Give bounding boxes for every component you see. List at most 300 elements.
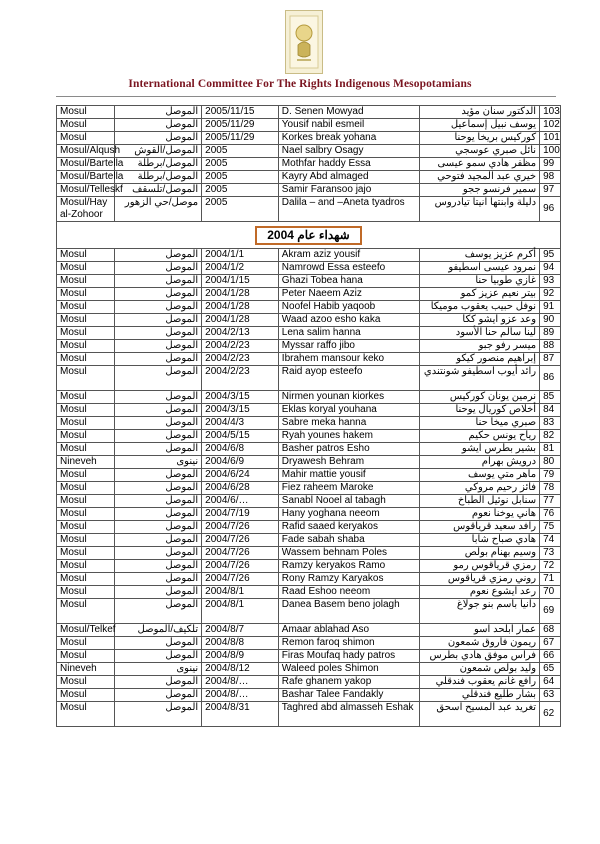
- cell-name-en: Rafe ghanem yakop: [278, 676, 420, 689]
- cell-name-ar: دليلة وابنتها انيتا تيادروس: [420, 197, 540, 222]
- cell-number: 76: [540, 508, 561, 521]
- cell-name-ar: كوركيس بريخا يوحنا: [420, 132, 540, 145]
- cell-name-en: Ryah younes hakem: [278, 430, 420, 443]
- cell-city-ar: الموصل: [115, 469, 202, 482]
- cell-number: 64: [540, 676, 561, 689]
- cell-name-en: Basher patros Esho: [278, 443, 420, 456]
- cell-city-en: Mosul: [57, 534, 115, 547]
- cell-date: 2005: [202, 197, 279, 222]
- cell-number: 82: [540, 430, 561, 443]
- cell-name-en: Rafid saaed keryakos: [278, 521, 420, 534]
- table-row: [57, 353, 561, 366]
- cell-number: 101: [540, 132, 561, 145]
- cell-date: 2005/11/29: [202, 132, 279, 145]
- cell-number: 72: [540, 560, 561, 573]
- table-row: [57, 132, 561, 145]
- cell-date: 2004/1/15: [202, 275, 279, 288]
- cell-city-en: Mosul/Hay al-Zohoor: [57, 197, 115, 222]
- cell-city-en: Mosul: [57, 106, 115, 119]
- cell-city-en: Mosul: [57, 650, 115, 663]
- cell-city-ar: الموصل: [115, 637, 202, 650]
- cell-name-en: Bashar Talee Fandakly: [278, 689, 420, 702]
- table-row: [57, 430, 561, 443]
- cell-number: 100: [540, 145, 561, 158]
- cell-name-ar: نرمين يونان كوركيس: [420, 391, 540, 404]
- cell-city-en: Mosul: [57, 508, 115, 521]
- cell-date: 2004/8/…: [202, 676, 279, 689]
- cell-number: 65: [540, 663, 561, 676]
- cell-name-ar: رائد أيوب اسطيفو شونتندي: [420, 366, 540, 391]
- cell-date: 2004/7/26: [202, 560, 279, 573]
- cell-number: 79: [540, 469, 561, 482]
- cell-city-en: Mosul: [57, 547, 115, 560]
- cell-city-en: Mosul: [57, 340, 115, 353]
- cell-city-ar: الموصل: [115, 314, 202, 327]
- cell-number: 67: [540, 637, 561, 650]
- cell-city-en: Mosul: [57, 573, 115, 586]
- cell-date: 2004/1/28: [202, 288, 279, 301]
- cell-date: 2004/7/26: [202, 534, 279, 547]
- table-row: [57, 599, 561, 624]
- cell-city-en: Mosul/Telkef: [57, 624, 115, 637]
- cell-date: 2005/11/15: [202, 106, 279, 119]
- cell-city-en: Nineveh: [57, 456, 115, 469]
- cell-name-ar: إبراهيم منصور كيكو: [420, 353, 540, 366]
- cell-name-ar: وليد بولص شمعون: [420, 663, 540, 676]
- table-row: [57, 145, 561, 158]
- cell-city-en: Mosul: [57, 288, 115, 301]
- table-row: [57, 495, 561, 508]
- cell-date: 2004/6/24: [202, 469, 279, 482]
- table-row: [57, 171, 561, 184]
- table-row: [57, 547, 561, 560]
- cell-city-ar: الموصل: [115, 262, 202, 275]
- cell-number: 95: [540, 249, 561, 262]
- cell-name-ar: بشير بطرس ايشو: [420, 443, 540, 456]
- cell-name-ar: فراس موفق هادي بطرس: [420, 650, 540, 663]
- cell-city-ar: الموصل/القوش: [115, 145, 202, 158]
- cell-number: 103: [540, 106, 561, 119]
- cell-city-en: Mosul: [57, 599, 115, 624]
- cell-name-ar: تغريد عبد المسيح اسحق: [420, 702, 540, 727]
- cell-city-ar: الموصل: [115, 430, 202, 443]
- cell-city-en: Mosul: [57, 689, 115, 702]
- cell-name-ar: رمزي قرياقوس رمو: [420, 560, 540, 573]
- cell-date: 2004/2/23: [202, 366, 279, 391]
- cell-number: 83: [540, 417, 561, 430]
- cell-city-en: Mosul: [57, 301, 115, 314]
- table-row: [57, 314, 561, 327]
- cell-date: 2004/4/3: [202, 417, 279, 430]
- cell-name-en: Nael salbry Osagy: [278, 145, 420, 158]
- cell-date: 2004/8/9: [202, 650, 279, 663]
- cell-number: 63: [540, 689, 561, 702]
- cell-name-en: Raid ayop esteefo: [278, 366, 420, 391]
- martyrs-table: [56, 105, 561, 727]
- cell-date: 2005: [202, 145, 279, 158]
- table-row: [57, 443, 561, 456]
- cell-name-ar: فائز رحيم مروكي: [420, 482, 540, 495]
- cell-name-en: Sabre meka hanna: [278, 417, 420, 430]
- cell-city-en: Mosul: [57, 469, 115, 482]
- cell-name-en: Firas Moufaq hady patros: [278, 650, 420, 663]
- table-row: [57, 301, 561, 314]
- cell-city-ar: الموصل: [115, 119, 202, 132]
- cell-city-ar: الموصل: [115, 249, 202, 262]
- cell-name-ar: وعد عزو ايشو ككا: [420, 314, 540, 327]
- cell-city-ar: الموصل: [115, 391, 202, 404]
- cell-number: 73: [540, 547, 561, 560]
- cell-city-en: Mosul: [57, 353, 115, 366]
- cell-city-en: Mosul: [57, 495, 115, 508]
- cell-name-ar: الدكتور سنان مؤيد: [420, 106, 540, 119]
- cell-name-en: Rony Ramzy Karyakos: [278, 573, 420, 586]
- table-body-2005: [57, 106, 561, 222]
- table-row: [57, 249, 561, 262]
- cell-date: 2004/7/26: [202, 521, 279, 534]
- cell-city-ar: موصل/حي الزهور: [115, 197, 202, 222]
- cell-name-en: D. Senen Mowyad: [278, 106, 420, 119]
- cell-city-en: Mosul: [57, 262, 115, 275]
- cell-name-ar: هادي صباح شابا: [420, 534, 540, 547]
- cell-date: 2004/7/19: [202, 508, 279, 521]
- cell-name-ar: بشار طليع فندقلي: [420, 689, 540, 702]
- cell-date: 2004/6/9: [202, 456, 279, 469]
- cell-city-ar: الموصل: [115, 534, 202, 547]
- table-section-2004: [57, 222, 561, 249]
- cell-city-en: Mosul: [57, 391, 115, 404]
- cell-city-ar: الموصل: [115, 495, 202, 508]
- cell-name-ar: وسيم بهنام بولص: [420, 547, 540, 560]
- cell-date: 2004/7/26: [202, 547, 279, 560]
- cell-date: 2004/6/…: [202, 495, 279, 508]
- cell-city-ar: الموصل: [115, 288, 202, 301]
- cell-name-ar: هاني يوخنا نعوم: [420, 508, 540, 521]
- cell-number: 70: [540, 586, 561, 599]
- cell-city-ar: الموصل: [115, 275, 202, 288]
- cell-number: 78: [540, 482, 561, 495]
- cell-date: 2005: [202, 158, 279, 171]
- cell-name-en: Akram aziz yousif: [278, 249, 420, 262]
- table-row: [57, 106, 561, 119]
- cell-name-ar: سنابل نوئيل الطباخ: [420, 495, 540, 508]
- cell-city-en: Mosul: [57, 443, 115, 456]
- cell-number: 69: [540, 599, 561, 624]
- committee-logo: [285, 10, 323, 74]
- cell-city-ar: الموصل: [115, 366, 202, 391]
- table-row: [57, 534, 561, 547]
- table-row: [57, 340, 561, 353]
- cell-name-ar: ماهر متي يوسف: [420, 469, 540, 482]
- cell-name-ar: ميسر رفو جبو: [420, 340, 540, 353]
- cell-name-en: Hany yoghana neeom: [278, 508, 420, 521]
- table-row: [57, 586, 561, 599]
- table-row: [57, 158, 561, 171]
- cell-city-en: Nineveh: [57, 663, 115, 676]
- cell-number: 99: [540, 158, 561, 171]
- cell-city-ar: نينوى: [115, 663, 202, 676]
- cell-number: 81: [540, 443, 561, 456]
- cell-city-ar: الموصل/برطلة: [115, 158, 202, 171]
- table-row: [57, 197, 561, 222]
- cell-date: 2004/8/8: [202, 637, 279, 650]
- table-row: [57, 262, 561, 275]
- cell-date: 2004/3/15: [202, 391, 279, 404]
- table-row: [57, 624, 561, 637]
- cell-name-en: Yousif nabil esmeil: [278, 119, 420, 132]
- cell-city-en: Mosul/Bartella: [57, 171, 115, 184]
- table-row: [57, 663, 561, 676]
- cell-name-en: Fiez raheem Maroke: [278, 482, 420, 495]
- cell-date: 2004/7/26: [202, 573, 279, 586]
- section-heading-row: [57, 222, 561, 249]
- cell-city-ar: الموصل: [115, 443, 202, 456]
- cell-date: 2004/3/15: [202, 404, 279, 417]
- table-row: [57, 469, 561, 482]
- cell-name-ar: لينا سالم حنا الأسود: [420, 327, 540, 340]
- cell-name-ar: أكرم عزيز يوسف: [420, 249, 540, 262]
- cell-city-ar: الموصل/تلسقف: [115, 184, 202, 197]
- table-row: [57, 637, 561, 650]
- cell-name-ar: رياح يونس حكيم: [420, 430, 540, 443]
- cell-number: 68: [540, 624, 561, 637]
- cell-city-ar: الموصل: [115, 327, 202, 340]
- cell-city-en: Mosul: [57, 327, 115, 340]
- cell-name-ar: غازي طوبيا حنا: [420, 275, 540, 288]
- cell-number: 77: [540, 495, 561, 508]
- cell-city-ar: الموصل: [115, 417, 202, 430]
- cell-name-ar: يوسف نبيل إسماعيل: [420, 119, 540, 132]
- cell-city-ar: الموصل: [115, 106, 202, 119]
- cell-city-en: Mosul: [57, 560, 115, 573]
- table-row: [57, 482, 561, 495]
- cell-city-ar: الموصل/برطلة: [115, 171, 202, 184]
- cell-date: 2004/8/7: [202, 624, 279, 637]
- cell-name-ar: رافع غانم يعقوب فندقلي: [420, 676, 540, 689]
- cell-number: 86: [540, 366, 561, 391]
- cell-name-en: Korkes break yohana: [278, 132, 420, 145]
- cell-name-ar: صبري ميخا حنا: [420, 417, 540, 430]
- logo-emblem-icon: [289, 15, 319, 69]
- cell-date: 2004/8/31: [202, 702, 279, 727]
- cell-number: 94: [540, 262, 561, 275]
- cell-city-ar: الموصل: [115, 521, 202, 534]
- cell-number: 62: [540, 702, 561, 727]
- cell-number: 96: [540, 197, 561, 222]
- cell-name-en: Fade sabah shaba: [278, 534, 420, 547]
- cell-name-en: Ghazi Tobea hana: [278, 275, 420, 288]
- table-row: [57, 184, 561, 197]
- table-row: [57, 275, 561, 288]
- cell-number: 91: [540, 301, 561, 314]
- table-row: [57, 119, 561, 132]
- cell-city-en: Mosul/Telleskf: [57, 184, 115, 197]
- cell-date: 2004/6/8: [202, 443, 279, 456]
- cell-date: 2004/2/13: [202, 327, 279, 340]
- cell-name-en: Nirmen younan kiorkes: [278, 391, 420, 404]
- cell-city-en: Mosul: [57, 676, 115, 689]
- cell-name-en: Mothfar haddy Essa: [278, 158, 420, 171]
- cell-number: 66: [540, 650, 561, 663]
- table-row: [57, 288, 561, 301]
- table-row: [57, 456, 561, 469]
- table-row: [57, 366, 561, 391]
- cell-city-en: Mosul: [57, 417, 115, 430]
- cell-city-en: Mosul: [57, 702, 115, 727]
- cell-city-en: Mosul: [57, 366, 115, 391]
- cell-date: 2004/1/2: [202, 262, 279, 275]
- cell-city-ar: الموصل: [115, 301, 202, 314]
- cell-date: 2005: [202, 171, 279, 184]
- organization-title: International Committee For The Rights Indigenous Mesopotamians: [128, 78, 472, 90]
- cell-city-ar: الموصل: [115, 560, 202, 573]
- cell-name-ar: سمير فرنسو ججو: [420, 184, 540, 197]
- cell-name-ar: روني رمزي قرياقوس: [420, 573, 540, 586]
- cell-name-en: Waleed poles Shimon: [278, 663, 420, 676]
- table-row: [57, 676, 561, 689]
- cell-city-ar: الموصل: [115, 482, 202, 495]
- cell-city-en: Mosul: [57, 482, 115, 495]
- cell-city-en: Mosul: [57, 119, 115, 132]
- table-row: [57, 689, 561, 702]
- table-body-2004: [57, 249, 561, 727]
- cell-city-ar: تلكيف/الموصل: [115, 624, 202, 637]
- cell-city-ar: الموصل: [115, 573, 202, 586]
- cell-name-en: Taghred abd almasseh Eshak: [278, 702, 420, 727]
- cell-date: 2004/8/12: [202, 663, 279, 676]
- cell-name-en: Mahir mattie yousif: [278, 469, 420, 482]
- table-row: [57, 560, 561, 573]
- cell-city-en: Mosul: [57, 637, 115, 650]
- cell-city-ar: الموصل: [115, 404, 202, 417]
- cell-date: 2004/8/…: [202, 689, 279, 702]
- cell-name-ar: نائل صبري عوسجي: [420, 145, 540, 158]
- cell-city-ar: الموصل: [115, 353, 202, 366]
- cell-name-ar: بيتر نعيم عزيز كمو: [420, 288, 540, 301]
- cell-number: 74: [540, 534, 561, 547]
- cell-name-en: Noofel Habib yaqoob: [278, 301, 420, 314]
- table-row: [57, 417, 561, 430]
- cell-city-ar: الموصل: [115, 650, 202, 663]
- cell-number: 88: [540, 340, 561, 353]
- cell-name-en: Samir Faransoo jajo: [278, 184, 420, 197]
- cell-number: 89: [540, 327, 561, 340]
- cell-city-ar: الموصل: [115, 340, 202, 353]
- table-row: [57, 404, 561, 417]
- cell-date: 2004/8/1: [202, 599, 279, 624]
- cell-name-ar: نمرود عيسى اسطيفو: [420, 262, 540, 275]
- cell-name-ar: مظفر هادي سمو عيسى: [420, 158, 540, 171]
- cell-city-en: Mosul: [57, 430, 115, 443]
- cell-name-ar: أخلاص كوريال يوحنا: [420, 404, 540, 417]
- cell-number: 98: [540, 171, 561, 184]
- cell-city-ar: نينوى: [115, 456, 202, 469]
- cell-name-en: Peter Naeem Aziz: [278, 288, 420, 301]
- cell-date: 2004/1/1: [202, 249, 279, 262]
- cell-number: 97: [540, 184, 561, 197]
- table-row: [57, 573, 561, 586]
- cell-date: 2004/8/1: [202, 586, 279, 599]
- cell-name-ar: عمار ابلحد اسو: [420, 624, 540, 637]
- cell-number: 85: [540, 391, 561, 404]
- cell-city-en: Mosul: [57, 275, 115, 288]
- cell-number: 92: [540, 288, 561, 301]
- cell-date: 2004/1/28: [202, 301, 279, 314]
- cell-name-ar: رافد سعيد قرياقوس: [420, 521, 540, 534]
- cell-name-en: Waad azoo esho kaka: [278, 314, 420, 327]
- cell-name-en: Lena salim hanna: [278, 327, 420, 340]
- cell-city-en: Mosul: [57, 521, 115, 534]
- cell-name-en: Amaar ablahad Aso: [278, 624, 420, 637]
- cell-name-en: Wassem behnam Poles: [278, 547, 420, 560]
- cell-city-en: Mosul: [57, 314, 115, 327]
- cell-number: 80: [540, 456, 561, 469]
- cell-city-en: Mosul/Bartella: [57, 158, 115, 171]
- cell-city-ar: الموصل: [115, 689, 202, 702]
- cell-number: 84: [540, 404, 561, 417]
- cell-city-ar: الموصل: [115, 599, 202, 624]
- cell-name-en: Eklas koryal youhana: [278, 404, 420, 417]
- cell-name-en: Sanabl Nooel al tabagh: [278, 495, 420, 508]
- cell-date: 2004/1/28: [202, 314, 279, 327]
- cell-number: 102: [540, 119, 561, 132]
- cell-number: 71: [540, 573, 561, 586]
- cell-date: 2004/5/15: [202, 430, 279, 443]
- cell-name-ar: درويش بهرام: [420, 456, 540, 469]
- cell-name-en: Remon faroq shimon: [278, 637, 420, 650]
- cell-city-en: Mosul: [57, 249, 115, 262]
- cell-name-en: Raad Eshoo neeom: [278, 586, 420, 599]
- cell-name-ar: نوفل حبيب يعقوب موميكا: [420, 301, 540, 314]
- cell-city-ar: الموصل: [115, 586, 202, 599]
- cell-number: 75: [540, 521, 561, 534]
- cell-name-ar: دانيا باسم بنو جولاغ: [420, 599, 540, 624]
- table-row: [57, 521, 561, 534]
- table-row: [57, 327, 561, 340]
- cell-number: 93: [540, 275, 561, 288]
- table-row: [57, 508, 561, 521]
- cell-city-en: Mosul: [57, 404, 115, 417]
- cell-name-ar: رعد ايشوع نعوم: [420, 586, 540, 599]
- cell-date: 2005: [202, 184, 279, 197]
- cell-city-ar: الموصل: [115, 132, 202, 145]
- table-row: [57, 391, 561, 404]
- cell-date: 2004/6/28: [202, 482, 279, 495]
- cell-date: 2004/2/23: [202, 353, 279, 366]
- cell-city-ar: الموصل: [115, 702, 202, 727]
- cell-name-ar: خيري عبد المجيد فتوحي: [420, 171, 540, 184]
- cell-name-en: Namrowd Essa esteefo: [278, 262, 420, 275]
- table-row: [57, 650, 561, 663]
- cell-number: 90: [540, 314, 561, 327]
- table-row: [57, 702, 561, 727]
- cell-city-en: Mosul: [57, 132, 115, 145]
- cell-city-ar: الموصل: [115, 676, 202, 689]
- cell-city-en: Mosul/Alqush: [57, 145, 115, 158]
- section-heading-2004: شهداء عام 2004: [255, 226, 361, 245]
- cell-name-en: Dalila – and –Aneta tyadros: [278, 197, 420, 222]
- cell-name-en: Dryawesh Behram: [278, 456, 420, 469]
- cell-date: 2004/2/23: [202, 340, 279, 353]
- cell-city-ar: الموصل: [115, 508, 202, 521]
- cell-name-en: Danea Basem beno jolagh: [278, 599, 420, 624]
- cell-name-en: Kayry Abd almaged: [278, 171, 420, 184]
- cell-name-en: Ibrahem mansour keko: [278, 353, 420, 366]
- cell-city-ar: الموصل: [115, 547, 202, 560]
- cell-name-ar: ريمون فاروق شمعون: [420, 637, 540, 650]
- cell-city-en: Mosul: [57, 586, 115, 599]
- cell-number: 87: [540, 353, 561, 366]
